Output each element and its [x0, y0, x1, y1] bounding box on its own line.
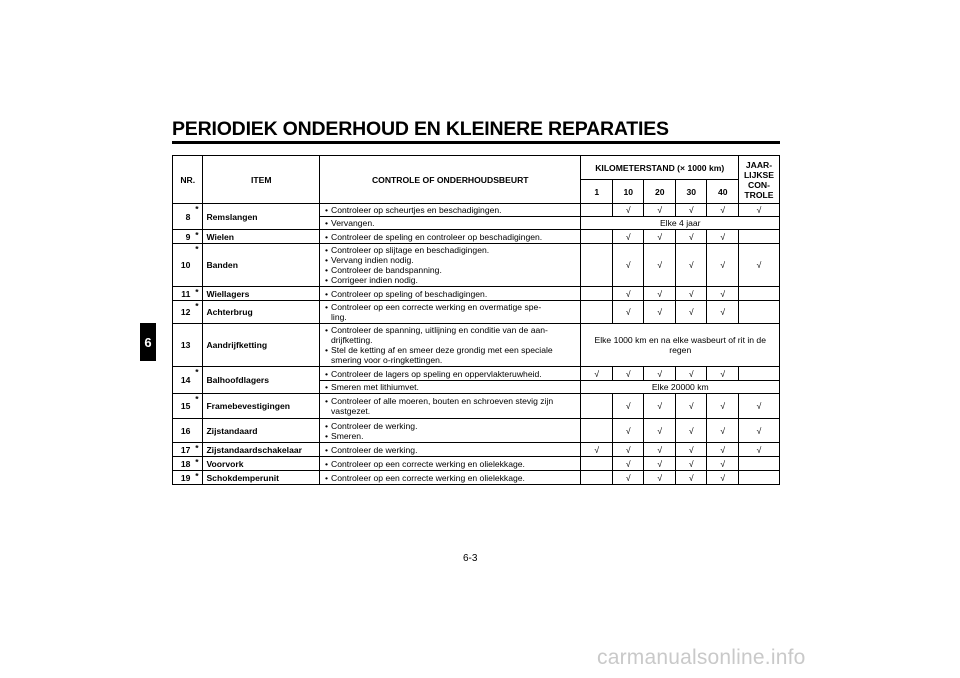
table-row — [173, 324, 780, 367]
header-annual: JAAR- LIJKSE CON- TROLE — [738, 156, 779, 204]
check-cell: √ — [707, 419, 739, 443]
check-cell: √ — [612, 419, 644, 443]
check-cell: √ — [675, 471, 707, 485]
row-actions — [320, 367, 581, 381]
row-star: * — [191, 394, 203, 419]
row-item: Balhoofdlagers — [203, 367, 320, 394]
row-item: Zijstandaard — [203, 419, 320, 443]
row-star: * — [191, 471, 203, 485]
check-cell: √ — [644, 244, 676, 287]
action-item: • Controleer de werking. — [323, 421, 577, 431]
row-actions — [320, 394, 581, 419]
check-cell — [581, 394, 613, 419]
check-cell: √ — [581, 443, 613, 457]
table-row — [173, 419, 780, 443]
row-number: 19 — [173, 471, 192, 485]
check-cell: √ — [644, 471, 676, 485]
row-actions — [320, 443, 581, 457]
row-star: * — [191, 204, 203, 230]
row-star — [191, 324, 203, 367]
check-cell: √ — [675, 301, 707, 324]
check-cell: √ — [675, 367, 707, 381]
action-item: • Smeren. — [323, 431, 577, 441]
action-item: • Controleer de bandspanning. — [323, 265, 577, 275]
check-cell: √ — [707, 230, 739, 244]
header-km-20: 20 — [644, 180, 676, 204]
row-number: 8 — [173, 204, 192, 230]
action-item: • Smeren met lithiumvet. — [323, 382, 577, 392]
interval-text: Elke 4 jaar — [581, 217, 780, 230]
check-cell: √ — [644, 457, 676, 471]
row-item: Remslangen — [203, 204, 320, 230]
row-star: * — [191, 457, 203, 471]
table-row — [173, 230, 780, 244]
interval-text: Elke 1000 km en na elke wasbeurt of rit in de regen — [581, 324, 780, 367]
row-item: Zijstandaardschakelaar — [203, 443, 320, 457]
row-star: * — [191, 230, 203, 244]
row-star — [191, 419, 203, 443]
row-number: 10 — [173, 244, 192, 287]
row-actions — [320, 471, 581, 485]
check-cell: √ — [707, 244, 739, 287]
table-row — [173, 287, 780, 301]
header-nr: NR. — [173, 156, 203, 204]
table-row — [173, 204, 780, 217]
check-cell — [581, 457, 613, 471]
row-number: 18 — [173, 457, 192, 471]
row-item: Framebevestigingen — [203, 394, 320, 419]
row-number: 16 — [173, 419, 192, 443]
check-cell: √ — [612, 443, 644, 457]
check-cell: √ — [644, 394, 676, 419]
row-actions — [320, 204, 581, 217]
table-row — [173, 244, 780, 287]
check-cell: √ — [675, 394, 707, 419]
page-number: 6-3 — [463, 553, 478, 564]
check-cell: √ — [707, 367, 739, 381]
row-item: Wiellagers — [203, 287, 320, 301]
row-actions — [320, 419, 581, 443]
title-rule — [172, 141, 780, 144]
check-cell: √ — [612, 394, 644, 419]
check-cell: √ — [581, 367, 613, 381]
check-cell: √ — [675, 230, 707, 244]
row-item: Banden — [203, 244, 320, 287]
check-cell: √ — [675, 287, 707, 301]
action-item: • Corrigeer indien nodig. — [323, 275, 577, 285]
check-cell: √ — [612, 244, 644, 287]
row-actions — [320, 381, 581, 394]
action-item: • Controleer de spanning, uitlijning en conditie van de aan- drijfketting. — [323, 325, 577, 345]
check-cell: √ — [612, 230, 644, 244]
row-number: 13 — [173, 324, 192, 367]
check-cell — [581, 244, 613, 287]
check-cell — [581, 230, 613, 244]
row-number: 17 — [173, 443, 192, 457]
check-cell: √ — [675, 204, 707, 217]
check-cell: √ — [612, 367, 644, 381]
check-cell: √ — [612, 457, 644, 471]
check-cell — [738, 367, 779, 381]
check-cell: √ — [738, 244, 779, 287]
check-cell — [738, 457, 779, 471]
check-cell: √ — [675, 419, 707, 443]
check-cell: √ — [612, 204, 644, 217]
check-cell — [581, 419, 613, 443]
action-item: • Controleer op slijtage en beschadigingen. — [323, 245, 577, 255]
check-cell: √ — [738, 419, 779, 443]
row-number: 15 — [173, 394, 192, 419]
table-row — [173, 457, 780, 471]
table-row — [173, 367, 780, 381]
row-actions — [320, 217, 581, 230]
row-actions — [320, 287, 581, 301]
row-item: Wielen — [203, 230, 320, 244]
check-cell: √ — [675, 457, 707, 471]
check-cell: √ — [612, 287, 644, 301]
header-item: ITEM — [203, 156, 320, 204]
check-cell: √ — [707, 301, 739, 324]
check-cell — [581, 287, 613, 301]
check-cell: √ — [644, 287, 676, 301]
table-row — [173, 301, 780, 324]
row-actions — [320, 244, 581, 287]
check-cell: √ — [644, 367, 676, 381]
check-cell: √ — [612, 301, 644, 324]
row-actions — [320, 230, 581, 244]
action-item: • Vervang indien nodig. — [323, 255, 577, 265]
chapter-tab: 6 — [140, 323, 156, 361]
check-cell: √ — [738, 443, 779, 457]
header-km-30: 30 — [675, 180, 707, 204]
row-item: Voorvork — [203, 457, 320, 471]
row-star: * — [191, 301, 203, 324]
action-item: • Controleer de lagers op speling en oppervlakteruwheid. — [323, 369, 577, 379]
check-cell: √ — [644, 204, 676, 217]
table-row — [173, 471, 780, 485]
check-cell: √ — [675, 244, 707, 287]
check-cell — [738, 230, 779, 244]
row-number: 11 — [173, 287, 192, 301]
header-km-10: 10 — [612, 180, 644, 204]
row-number: 9 — [173, 230, 192, 244]
row-actions — [320, 457, 581, 471]
header-km-group: KILOMETERSTAND (× 1000 km) — [581, 156, 739, 180]
check-cell: √ — [707, 287, 739, 301]
action-item: • Stel de ketting af en smeer deze grondig met een speciale smering voor o-ringkettingen. — [323, 345, 577, 365]
row-star: * — [191, 367, 203, 394]
row-item: Schokdemperunit — [203, 471, 320, 485]
interval-text: Elke 20000 km — [581, 381, 780, 394]
row-number: 12 — [173, 301, 192, 324]
action-item: • Controleer op scheurtjes en beschadigingen. — [323, 205, 577, 215]
check-cell — [738, 471, 779, 485]
header-control: CONTROLE OF ONDERHOUDSBEURT — [320, 156, 581, 204]
action-item: • Controleer de werking. — [323, 445, 577, 455]
check-cell: √ — [707, 471, 739, 485]
action-item: • Controleer op speling of beschadigingen. — [323, 289, 577, 299]
action-item: • Controleer de speling en controleer op beschadigingen. — [323, 232, 577, 242]
check-cell: √ — [644, 419, 676, 443]
row-star: * — [191, 287, 203, 301]
row-star: * — [191, 443, 203, 457]
header-km-1: 1 — [581, 180, 613, 204]
watermark: carmanualsonline.info — [597, 646, 806, 669]
check-cell: √ — [707, 394, 739, 419]
row-number: 14 — [173, 367, 192, 394]
table-row — [173, 443, 780, 457]
check-cell — [581, 204, 613, 217]
header-km-40: 40 — [707, 180, 739, 204]
row-item: Aandrijfketting — [203, 324, 320, 367]
check-cell: √ — [675, 443, 707, 457]
action-item: • Controleer of alle moeren, bouten en schroeven stevig zijn vastgezet. — [323, 396, 577, 416]
check-cell: √ — [707, 443, 739, 457]
action-item: • Controleer op een correcte werking en olielekkage. — [323, 473, 577, 483]
check-cell: √ — [707, 204, 739, 217]
check-cell — [738, 301, 779, 324]
action-item: • Controleer op een correcte werking en olielekkage. — [323, 459, 577, 469]
row-star: * — [191, 244, 203, 287]
check-cell — [581, 301, 613, 324]
check-cell: √ — [644, 301, 676, 324]
row-actions — [320, 324, 581, 367]
check-cell: √ — [644, 230, 676, 244]
action-item: • Controleer op een correcte werking en overmatige spe- ling. — [323, 302, 577, 322]
row-item: Achterbrug — [203, 301, 320, 324]
check-cell: √ — [738, 204, 779, 217]
check-cell — [738, 287, 779, 301]
table-row — [173, 394, 780, 419]
check-cell: √ — [707, 457, 739, 471]
check-cell — [581, 471, 613, 485]
check-cell: √ — [644, 443, 676, 457]
maintenance-table — [172, 155, 780, 485]
row-actions — [320, 301, 581, 324]
table-body — [173, 204, 780, 485]
check-cell: √ — [738, 394, 779, 419]
page-title: PERIODIEK ONDERHOUD EN KLEINERE REPARATIES — [172, 118, 669, 140]
action-item: • Vervangen. — [323, 218, 577, 228]
check-cell: √ — [612, 471, 644, 485]
